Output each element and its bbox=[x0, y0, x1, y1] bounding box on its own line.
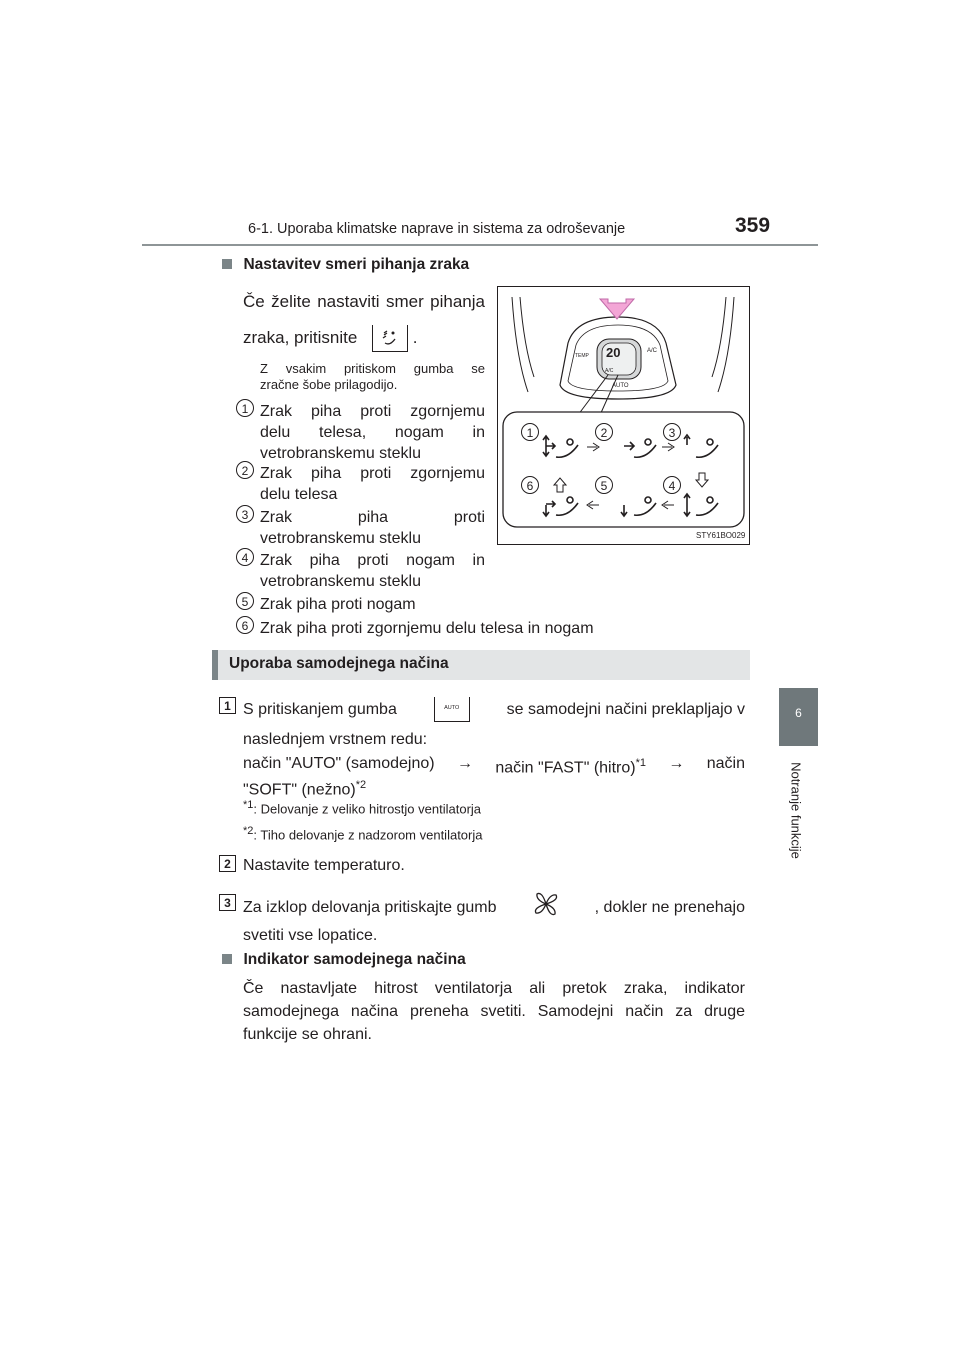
step3-line2: svetiti vse lopatice. bbox=[243, 927, 378, 944]
step1-text: način "FAST" (hitro) bbox=[495, 759, 636, 777]
footnote-mark: *2 bbox=[355, 779, 367, 791]
step2-text: Nastavite temperaturo. bbox=[243, 857, 405, 874]
item-text: Zrak piha proti zgornjemu bbox=[260, 465, 485, 482]
step1-fast bbox=[495, 753, 646, 778]
footnote-text: : Delovanje z veliko hitrostjo ventilatorja bbox=[253, 801, 482, 817]
footnote-mark: *1 bbox=[635, 757, 647, 769]
step3-text: Za izklop delovanja pritiskajte gumb bbox=[243, 898, 497, 916]
item-text: vetrobranskemu steklu bbox=[260, 573, 421, 590]
auto-button-label: AUTO bbox=[612, 383, 629, 389]
arrow-icon: → bbox=[668, 755, 685, 772]
item-text: vetrobranskemu steklu bbox=[260, 530, 421, 547]
item-text: delu telesa, nogam in bbox=[260, 424, 485, 441]
figure-code: STY61BO029 bbox=[696, 531, 746, 540]
figure-circle-4: 4 bbox=[663, 476, 681, 494]
chapter-tab: 6 bbox=[779, 688, 818, 746]
climate-panel-figure bbox=[497, 286, 750, 545]
section-heading bbox=[222, 256, 469, 274]
item-text: delu telesa bbox=[260, 486, 338, 503]
fan-icon bbox=[528, 889, 564, 919]
section-bar-title: Uporaba samodejnega načina bbox=[229, 655, 449, 672]
figure-circle-3: 3 bbox=[663, 423, 681, 441]
step1-text: se samodejni načini preklapljajo v bbox=[506, 701, 745, 718]
auto-button-icon: AUTO bbox=[434, 697, 470, 722]
heading-square-icon bbox=[222, 954, 232, 964]
item-text: Zrak piha proti nogam in bbox=[260, 552, 485, 569]
step1-text: "SOFT" (nežno) bbox=[243, 781, 356, 799]
header-rule bbox=[142, 244, 818, 246]
item-text: Zrak piha proti bbox=[260, 509, 485, 526]
section-heading-text: Nastavitev smeri pihanja zraka bbox=[243, 256, 470, 273]
intro-line2 bbox=[243, 325, 418, 352]
step1-text: S pritiskanjem gumba bbox=[243, 701, 397, 718]
footnote-2 bbox=[243, 823, 482, 843]
step-number: 1 bbox=[219, 697, 236, 714]
item-text: Zrak piha proti zgornjemu bbox=[260, 403, 485, 420]
circle-number: 5 bbox=[236, 592, 254, 610]
intro-period: . bbox=[412, 327, 418, 347]
footnote-mark: *2 bbox=[243, 825, 254, 837]
display-temperature: 20 bbox=[606, 345, 621, 360]
para-line: Če nastavljate hitrost ventilatorja ali pretok zraka, indikator bbox=[243, 980, 745, 997]
figure-circle-6: 6 bbox=[521, 476, 539, 494]
circle-number: 4 bbox=[236, 548, 254, 566]
ac-button-label: A/C bbox=[647, 348, 658, 354]
subheading bbox=[222, 951, 466, 969]
footnote-text: : Tiho delovanje z nadzorom ventilatorja bbox=[253, 827, 483, 843]
para-line: samodejnega načina preneha svetiti. Samodejni način za druge bbox=[243, 1003, 745, 1020]
intro-line1: Če želite nastaviti smer pihanja bbox=[243, 292, 485, 311]
step1-text: način bbox=[706, 755, 745, 772]
note-line1: Z vsakim pritiskom gumba se bbox=[260, 361, 485, 376]
subheading-text: Indikator samodejnega načina bbox=[243, 951, 466, 968]
air-direction-button-icon bbox=[372, 325, 408, 352]
circle-number: 3 bbox=[236, 505, 254, 523]
circle-number: 2 bbox=[236, 461, 254, 479]
step1-text: način "AUTO" (samodejno) bbox=[243, 755, 435, 772]
arrow-icon: → bbox=[456, 755, 473, 772]
temp-button-label: TEMP bbox=[575, 353, 589, 359]
page-number: 359 bbox=[735, 214, 771, 237]
figure-circle-2: 2 bbox=[595, 423, 613, 441]
circle-number: 1 bbox=[236, 399, 254, 417]
footnote-1 bbox=[243, 797, 481, 817]
step3-line1 bbox=[243, 895, 745, 919]
step3-text: , dokler ne prenehajo bbox=[594, 898, 745, 916]
item-text: Zrak piha proti nogam bbox=[260, 596, 416, 613]
display-ac-label: A/C bbox=[605, 368, 614, 374]
figure-drawing bbox=[498, 287, 749, 544]
item-text: Zrak piha proti zgornjemu delu telesa in nogam bbox=[260, 620, 594, 637]
chapter-label bbox=[786, 758, 806, 868]
section-bar bbox=[212, 650, 750, 680]
running-header: 6-1. Uporaba klimatske naprave in sistema za odroševanje bbox=[248, 221, 626, 237]
footnote-mark: *1 bbox=[243, 799, 254, 811]
step-number: 2 bbox=[219, 855, 236, 872]
circle-number: 6 bbox=[236, 616, 254, 634]
item-text: vetrobranskemu steklu bbox=[260, 445, 421, 462]
figure-circle-5: 5 bbox=[595, 476, 613, 494]
step-number: 3 bbox=[219, 894, 236, 911]
chapter-label-text: Notranje funkcije bbox=[788, 762, 804, 859]
figure-circle-1: 1 bbox=[521, 423, 539, 441]
step1-line1 bbox=[243, 697, 745, 722]
step1-line2: naslednjem vrstnem redu: bbox=[243, 731, 428, 748]
para-line: funkcije se ohrani. bbox=[243, 1026, 372, 1043]
note-line2: zračne šobe prilagodijo. bbox=[260, 377, 398, 392]
intro-text: zraka, pritisnite bbox=[243, 327, 358, 347]
heading-square-icon bbox=[222, 259, 232, 269]
